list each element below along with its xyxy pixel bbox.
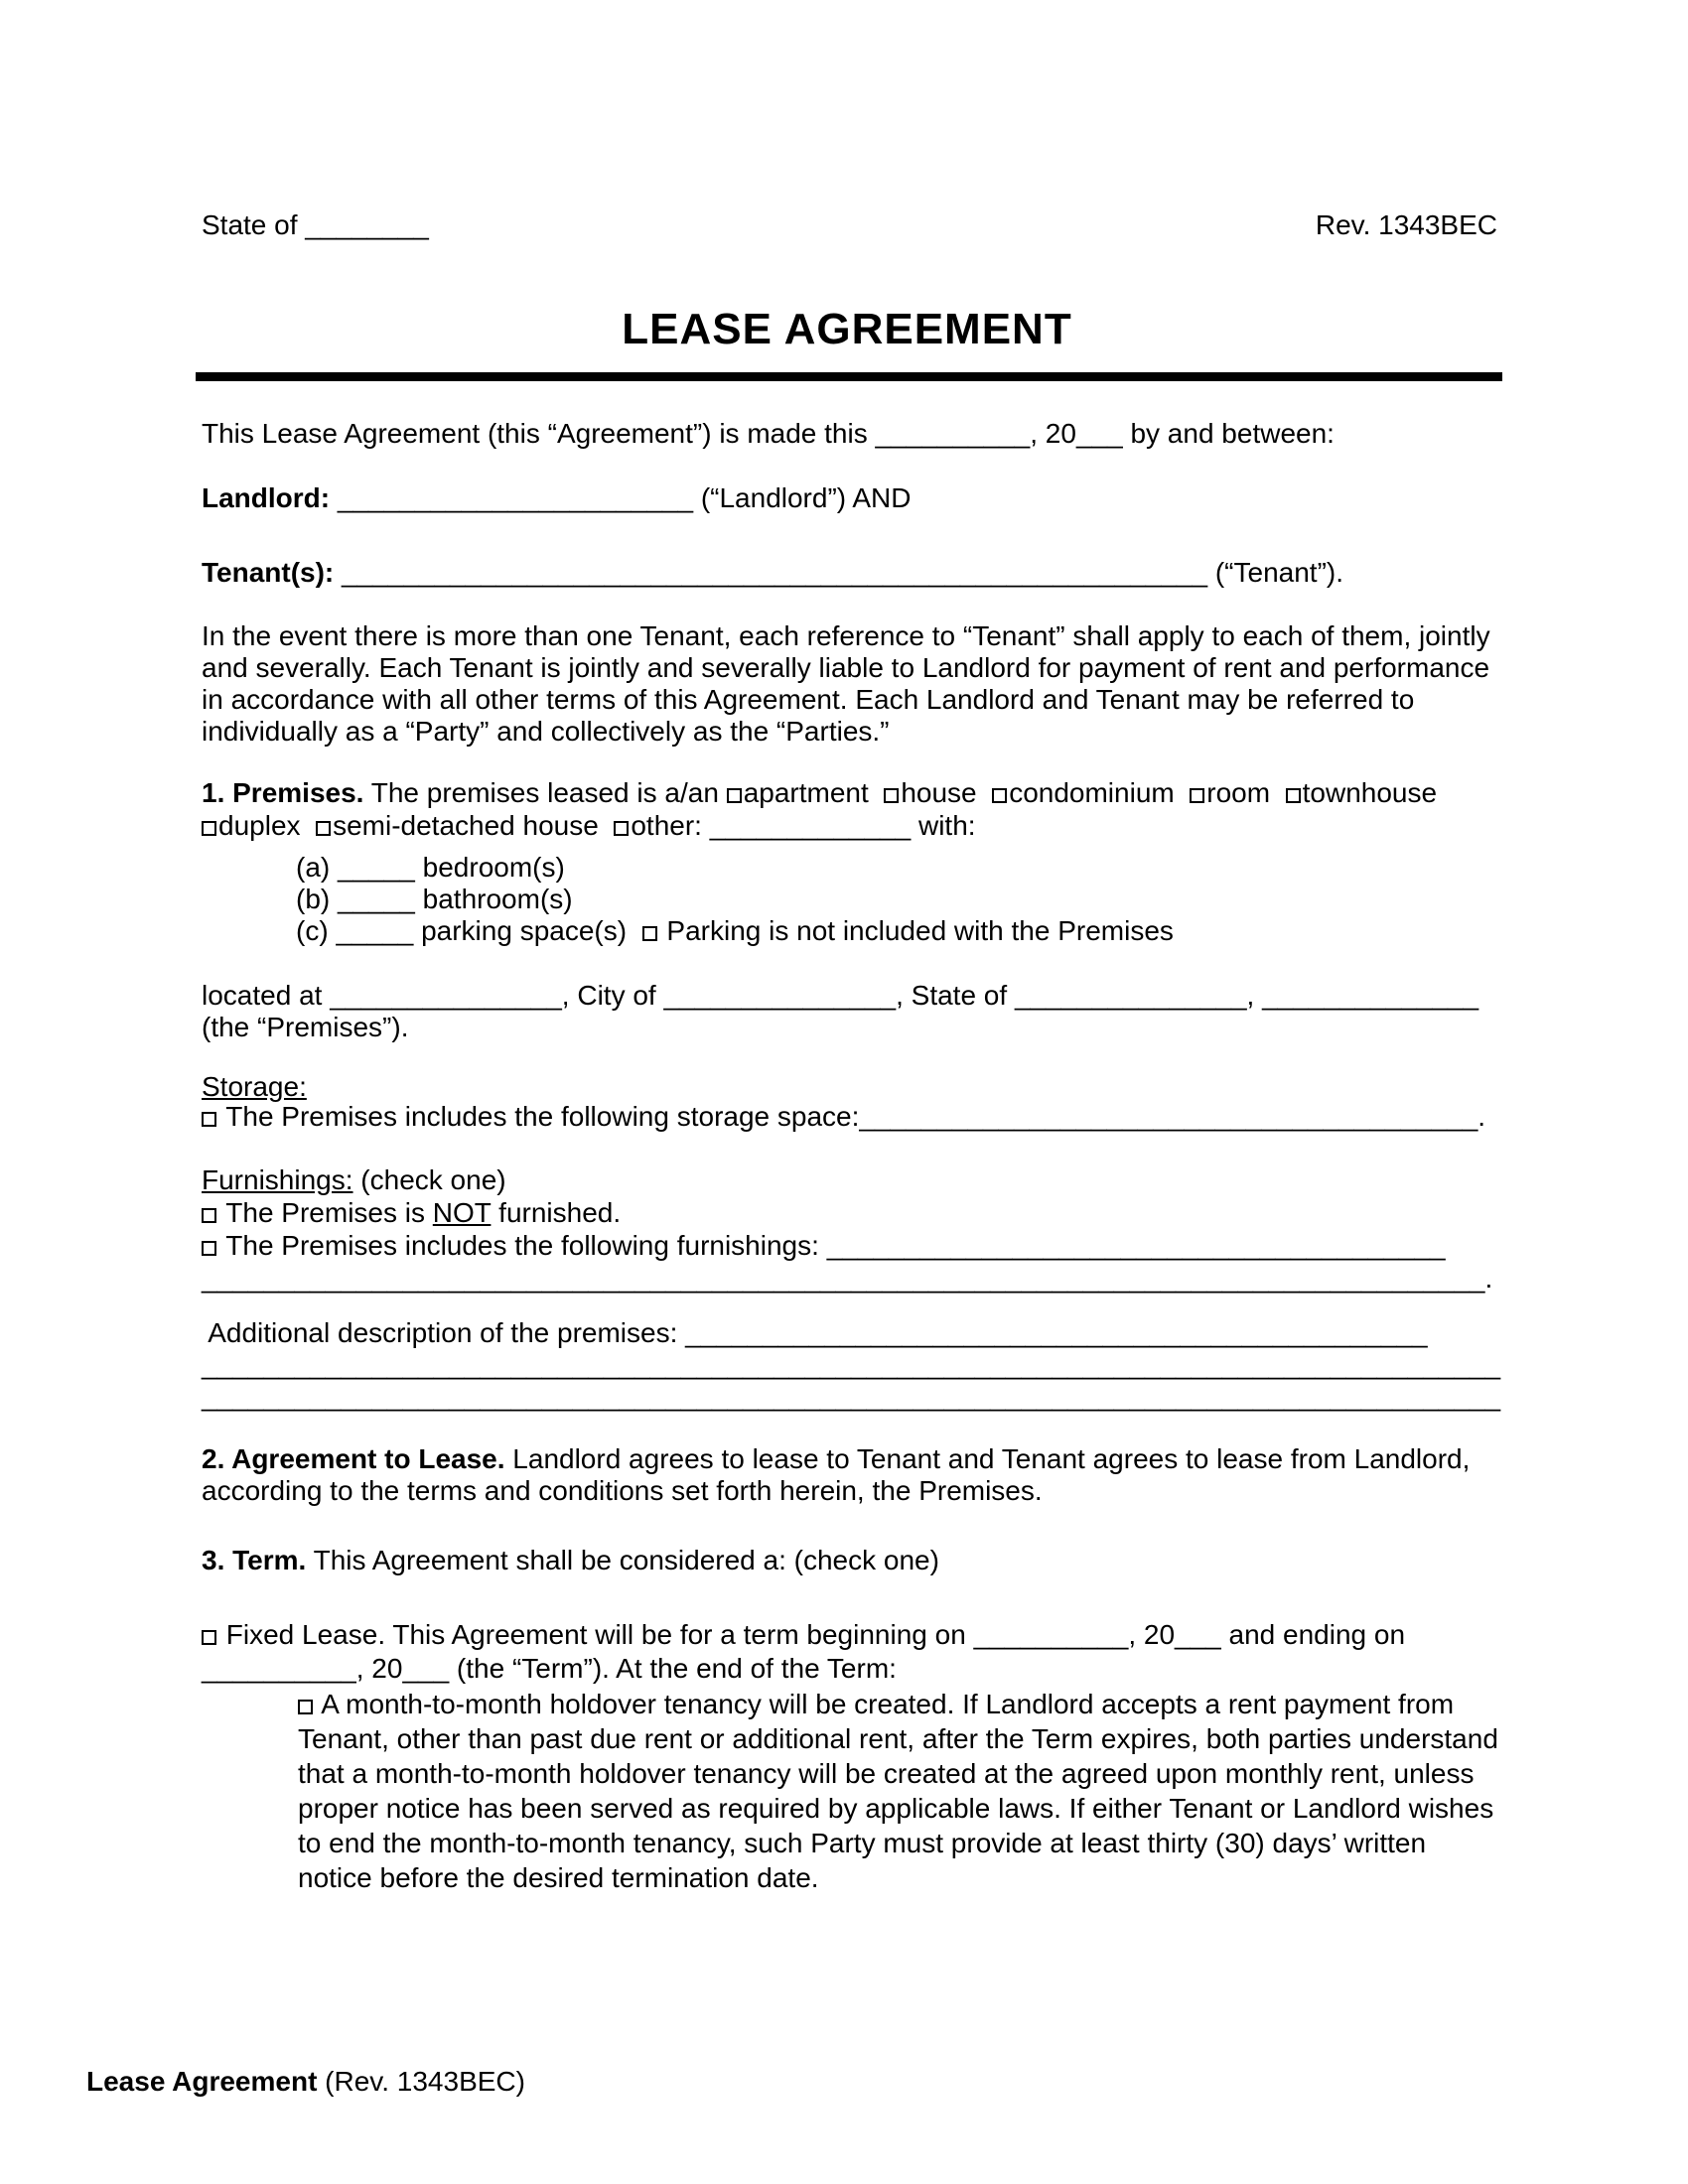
text-run: A month-to-month holdover tenancy will be created. If Landlord accepts a rent payment from: [315, 1689, 1455, 1719]
fill-in-blank[interactable]: __________: [973, 1619, 1129, 1650]
fill-in-blank[interactable]: __________: [875, 418, 1031, 449]
text-run: , State of: [896, 980, 1015, 1011]
text-run: 3. Term.: [202, 1545, 307, 1575]
fill-in-blank[interactable]: ________________________________________________: [685, 1317, 1428, 1348]
text-run: apartment: [743, 777, 885, 808]
fill-in-blank[interactable]: _______________________: [337, 482, 694, 513]
text-run: notice before the desired termination date.: [298, 1862, 819, 1893]
text-run: The premises leased is a/an: [363, 777, 727, 808]
premises-clause: [202, 776, 1437, 842]
text-run: The Premises is: [218, 1197, 433, 1228]
document-line: [298, 1860, 1498, 1895]
document-line: [86, 2065, 525, 2098]
furnishings-section: [202, 1163, 1492, 1295]
checkbox-icon[interactable]: [202, 821, 216, 836]
document-line: [296, 884, 1174, 915]
fill-in-blank[interactable]: ____________________________________________________________________________________: [202, 1381, 1501, 1412]
checkbox-icon[interactable]: [884, 788, 899, 803]
fill-in-blank[interactable]: ___: [402, 1653, 450, 1684]
text-run: (check one): [352, 1164, 506, 1195]
text-run: located at: [202, 980, 331, 1011]
text-run: duplex: [218, 810, 317, 841]
fill-in-blank[interactable]: _____: [338, 884, 415, 914]
text-run: bedroom(s): [414, 852, 565, 883]
fill-in-blank[interactable]: _____: [336, 915, 414, 946]
text-run: , 20: [1030, 418, 1076, 449]
text-run: house: [901, 777, 993, 808]
text-run: Landlord agrees to lease to Tenant and Tenant agrees to lease from Landlord,: [504, 1443, 1471, 1474]
document-line: [202, 620, 1490, 652]
text-run: other:: [631, 810, 710, 841]
fill-in-blank[interactable]: ___________________________________________________________________________________: [202, 1263, 1485, 1294]
fill-in-blank[interactable]: ________________________________________: [859, 1101, 1478, 1132]
document-line: [202, 1544, 939, 1576]
text-run: (“Landlord”) AND: [693, 482, 912, 513]
title-rule: [196, 372, 1502, 381]
additional-description-section: [202, 1317, 1500, 1413]
text-run: and ending on: [1220, 1619, 1406, 1650]
text-run: townhouse: [1302, 777, 1438, 808]
agreement-to-lease-clause: [202, 1443, 1470, 1507]
text-run: to end the month-to-month tenancy, such Party must provide at least thirty (30) days’ written: [298, 1828, 1427, 1858]
fill-in-blank[interactable]: ___: [1075, 418, 1123, 449]
text-run: Additional description of the premises:: [202, 1317, 686, 1348]
checkbox-icon[interactable]: [1286, 788, 1301, 803]
document-line: [202, 1262, 1492, 1295]
fill-in-blank[interactable]: _____: [338, 852, 415, 883]
text-run: individually as a “Party” and collectively as the “Parties.”: [202, 716, 890, 747]
document-line: [202, 1317, 1500, 1349]
document-line: [202, 1012, 1478, 1043]
document-line: [202, 1229, 1492, 1262]
text-run: with:: [911, 810, 976, 841]
text-run: (c): [296, 915, 337, 946]
fill-in-blank[interactable]: _______________: [330, 980, 562, 1011]
document-line: [298, 1791, 1498, 1826]
intro-clause: [202, 417, 1335, 450]
text-run: according to the terms and conditions set forth herein, the Premises.: [202, 1475, 1043, 1506]
text-run: parking space(s): [413, 915, 642, 946]
text-run: 1. Premises.: [202, 777, 364, 808]
fill-in-blank[interactable]: _______________: [1014, 980, 1247, 1011]
document-line: [202, 1349, 1500, 1381]
text-run: condominium: [1009, 777, 1191, 808]
text-run: (the “Term”). At the end of the Term:: [449, 1653, 897, 1684]
fill-in-blank[interactable]: __________: [202, 1653, 356, 1684]
document-line: [298, 1826, 1498, 1860]
document-line: [298, 1687, 1498, 1721]
text-run: This Agreement shall be considered a: (check one): [306, 1545, 939, 1575]
document-line: [202, 1652, 1405, 1686]
text-run: and severally. Each Tenant is jointly and severally liable to Landlord for payment of rent and performance: [202, 652, 1490, 683]
text-run: proper notice has been served as required by applicable laws. If either Tenant or Landlord wishes: [298, 1793, 1494, 1824]
text-run: in accordance with all other terms of this Agreement. Each Landlord and Tenant may be referred to: [202, 684, 1415, 715]
text-run: (Rev. 1343BEC): [317, 2066, 525, 2097]
document-line: [202, 809, 1437, 842]
text-run: Storage:: [202, 1071, 307, 1102]
document-line: [298, 1756, 1498, 1791]
text-run: Landlord:: [202, 482, 338, 513]
storage-section: [202, 1072, 1485, 1132]
document-line: [202, 684, 1490, 716]
text-run: by and between:: [1122, 418, 1335, 449]
fixed-lease-clause: [202, 1618, 1405, 1686]
text-run: In the event there is more than one Tenant, each reference to “Tenant” shall apply to each of them, jointly: [202, 620, 1490, 651]
text-run: , City of: [561, 980, 664, 1011]
document-line: [202, 556, 1343, 589]
text-run: (b): [296, 884, 338, 914]
text-run: Parking is not included with the Premises: [658, 915, 1174, 946]
document-line: [202, 1196, 1492, 1229]
checkbox-icon[interactable]: [642, 926, 657, 941]
term-clause: [202, 1544, 939, 1576]
document-line: [202, 1102, 1485, 1132]
text-run: Fixed Lease. This Agreement will be for a term beginning on: [218, 1619, 974, 1650]
document-line: [202, 980, 1478, 1012]
text-run: .: [1477, 1101, 1486, 1132]
fill-in-blank[interactable]: ________________________________________________________: [342, 557, 1208, 588]
tenant-line: [202, 556, 1343, 589]
document-title: LEASE AGREEMENT: [622, 305, 1072, 353]
checkbox-icon[interactable]: [316, 821, 331, 836]
fill-in-blank[interactable]: ___: [1175, 1619, 1221, 1650]
text-run: State of: [202, 209, 306, 240]
holdover-clause: [298, 1687, 1498, 1895]
text-run: The Premises includes the following furnishings:: [218, 1230, 827, 1261]
text-run: ,: [1246, 980, 1263, 1011]
text-run: Tenant, other than past due rent or additional rent, after the Term expires, both parties understand: [298, 1723, 1498, 1754]
text-run: (a): [296, 852, 338, 883]
checkbox-icon[interactable]: [298, 1700, 313, 1714]
document-line: [202, 1072, 1485, 1102]
text-run: (the “Premises”).: [202, 1012, 409, 1042]
text-run: This Lease Agreement (this “Agreement”) is made this: [202, 418, 876, 449]
document-line: [202, 1475, 1470, 1507]
document-line: [202, 1443, 1470, 1475]
premises-details-list: [296, 852, 1174, 947]
checkbox-icon[interactable]: [614, 821, 629, 836]
checkbox-icon[interactable]: [992, 788, 1007, 803]
text-run: Lease Agreement: [86, 2066, 318, 2097]
checkbox-icon[interactable]: [202, 1241, 216, 1256]
document-line: [298, 1721, 1498, 1756]
text-run: semi-detached house: [333, 810, 615, 841]
checkbox-icon[interactable]: [727, 788, 742, 803]
text-run: bathroom(s): [414, 884, 573, 914]
document-line: [202, 417, 1335, 450]
text-run: furnished.: [491, 1197, 622, 1228]
document-line: [296, 915, 1174, 947]
located-at-line: [202, 980, 1478, 1043]
checkbox-icon[interactable]: [202, 1112, 216, 1127]
joint-liability-clause: [202, 620, 1490, 748]
checkbox-icon[interactable]: [1190, 788, 1204, 803]
text-run: Rev. 1343BEC: [1315, 209, 1497, 240]
text-run: 2. Agreement to Lease.: [202, 1443, 505, 1474]
text-run: Furnishings:: [202, 1164, 353, 1195]
text-run: that a month-to-month holdover tenancy will be created at the agreed upon monthly rent, unless: [298, 1758, 1475, 1789]
document-line: [202, 1163, 1492, 1196]
fill-in-blank[interactable]: _______________: [663, 980, 897, 1011]
document-line: [202, 481, 911, 514]
document-line: [1316, 208, 1497, 241]
text-run: , 20: [1128, 1619, 1176, 1650]
text-run: , 20: [355, 1653, 403, 1684]
header-revision: [1316, 208, 1497, 241]
checkbox-icon[interactable]: [202, 1208, 216, 1223]
document-line: [202, 652, 1490, 684]
document-line: [202, 1618, 1405, 1652]
text-run: (“Tenant”).: [1207, 557, 1344, 588]
document-line: [202, 716, 1490, 748]
fill-in-blank[interactable]: ________: [305, 209, 429, 240]
text-run: The Premises includes the following storage space:: [218, 1101, 860, 1132]
text-run: .: [1484, 1263, 1493, 1294]
fill-in-blank[interactable]: ______________: [1262, 980, 1479, 1011]
fill-in-blank[interactable]: _____________: [709, 810, 912, 841]
fill-in-blank[interactable]: ________________________________________: [826, 1230, 1446, 1261]
checkbox-icon[interactable]: [202, 1630, 216, 1645]
landlord-line: [202, 481, 911, 514]
document-line: [202, 208, 429, 241]
document-line: [296, 852, 1174, 884]
page-footer: [86, 2065, 525, 2098]
document-line: [202, 776, 1437, 809]
fill-in-blank[interactable]: ____________________________________________________________________________________: [202, 1349, 1501, 1380]
document-line: [202, 1381, 1500, 1413]
text-run: Tenant(s):: [202, 557, 343, 588]
text-run: room: [1206, 777, 1286, 808]
text-run: NOT: [432, 1197, 492, 1228]
header-state: [202, 208, 429, 241]
